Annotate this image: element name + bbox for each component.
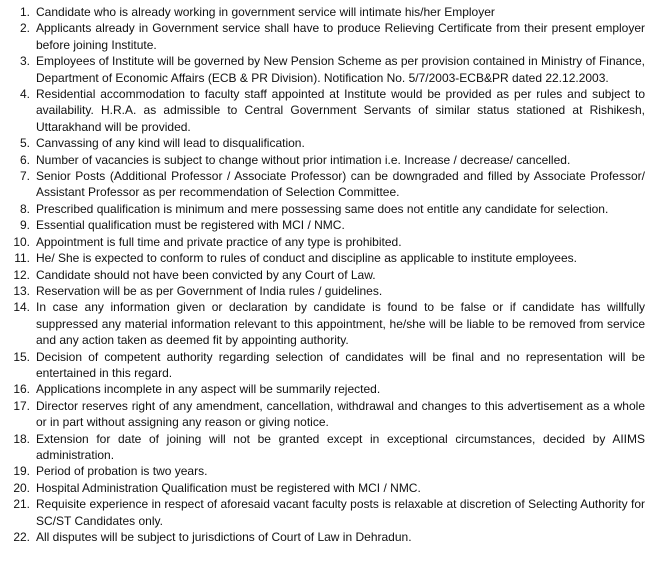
clause-text: Period of probation is two years.: [36, 464, 208, 479]
clause-number: 17.: [13, 398, 30, 413]
clause-text: Appointment is full time and private practice of any type is prohibited.: [36, 234, 402, 249]
clause-text: Reservation will be as per Government of India rules / guidelines.: [36, 283, 383, 298]
clause-text: Prescribed qualification is minimum and mere possessing same does not entitle any candidate for selection.: [36, 201, 609, 216]
clause-text: Director reserves right of any amendment, cancellation, withdrawal and changes to this advertisement as a whole or in part without assigning any reason or giving notice.: [36, 398, 645, 430]
clause-14: [10, 299, 645, 348]
clause-4: [10, 86, 645, 135]
clause-text: Senior Posts (Additional Professor / Associate Professor) can be downgraded and filled by Associate Professor/ Assistant Professor as per recommendation of Selection Committee.: [36, 169, 645, 200]
clause-17: [10, 398, 645, 431]
clause-number: 11.: [14, 251, 30, 266]
clause-2: [10, 20, 645, 53]
clause-1: [10, 4, 645, 20]
clause-21: [10, 496, 645, 529]
clause-text: Candidate should not have been convicted by any Court of Law.: [36, 267, 376, 282]
clause-number: 18.: [13, 431, 30, 446]
clause-text: Decision of competent authority regarding selection of candidates will be final and no representation will be entertained in this regard.: [36, 349, 645, 380]
clause-number: 5.: [19, 136, 30, 151]
clause-10: [10, 234, 645, 250]
clause-text: Candidate who is already working in government service will intimate his/her Employer: [36, 5, 495, 19]
clause-8: [10, 201, 645, 217]
clause-number: 16.: [13, 382, 30, 397]
clause-15: [10, 349, 645, 382]
clause-number: 9.: [19, 218, 30, 233]
clause-text: In case any information given or declaration by candidate is found to be false or if candidate has willfully suppressed any material information relevant to this appointment, he/she will be liable to be removed from service and any action taken as deemed fit by appointing authority.: [36, 300, 645, 348]
clause-7: [10, 168, 645, 201]
clause-number: 20.: [13, 480, 30, 495]
clause-text: Hospital Administration Qualification must be registered with MCI / NMC.: [36, 480, 421, 495]
clause-number: 19.: [13, 464, 30, 479]
clause-text: Applications incomplete in any aspect will be summarily rejected.: [36, 382, 381, 397]
clause-12: [10, 267, 645, 283]
clause-number: 14.: [13, 300, 30, 315]
clause-text: Extension for date of joining will not be granted except in exceptional circumstances, decided by AIIMS administration.: [36, 431, 645, 462]
clause-text: Requisite experience in respect of aforesaid vacant faculty posts is relaxable at discretion of Selecting Authority for SC/ST Candidates only.: [36, 497, 645, 528]
clause-number: 6.: [19, 152, 30, 167]
clause-text: All disputes will be subject to jurisdictions of Court of Law in Dehradun.: [36, 530, 412, 544]
clause-number: 8.: [19, 201, 30, 216]
clause-16: [10, 381, 645, 397]
clause-number: 4.: [19, 87, 30, 102]
clause-text: He/ She is expected to conform to rules of conduct and discipline as applicable to institute employees.: [36, 251, 577, 266]
clause-number: 15.: [13, 349, 30, 364]
clause-20: [10, 480, 645, 496]
clause-3: [10, 53, 645, 86]
clause-19: [10, 463, 645, 479]
clause-text: Number of vacancies is subject to change without prior intimation i.e. Increase / decrease/ cancelled.: [36, 152, 571, 167]
clause-11: [10, 250, 645, 266]
clause-6: [10, 152, 645, 168]
clause-number: 12.: [13, 267, 30, 282]
clause-13: [10, 283, 645, 299]
clause-number: 10.: [13, 234, 30, 249]
clause-5: [10, 135, 645, 151]
clause-number: 22.: [13, 530, 30, 544]
clause-text: Essential qualification must be registered with MCI / NMC.: [36, 218, 345, 233]
clause-number: 21.: [13, 497, 30, 512]
clause-text: Canvassing of any kind will lead to disqualification.: [36, 136, 305, 151]
clause-18: [10, 431, 645, 464]
clause-number: 2.: [19, 21, 30, 36]
clause-9: [10, 217, 645, 233]
clause-text: Employees of Institute will be governed by New Pension Scheme as per provision contained in Ministry of Finance, Department of Economic Affairs (ECB & PR Division). Notification No. 5/7/2003-ECB&PR dated 22.12.2003.: [36, 54, 645, 85]
clause-text: Applicants already in Government service shall have to produce Relieving Certificate from their present employer before joining Institute.: [36, 21, 645, 52]
clause-22: [10, 529, 645, 545]
clause-number: 3.: [19, 54, 30, 69]
clause-number: 7.: [19, 169, 30, 184]
clause-number: 13.: [13, 283, 30, 298]
clause-number: 1.: [19, 5, 30, 19]
clause-text: Residential accommodation to faculty staff appointed at Institute would be provided as per rules and subject to availability. H.R.A. as admissible to Central Government Servants of similar status stationed at Rishikesh, Uttarakhand will be provided.: [36, 87, 645, 134]
